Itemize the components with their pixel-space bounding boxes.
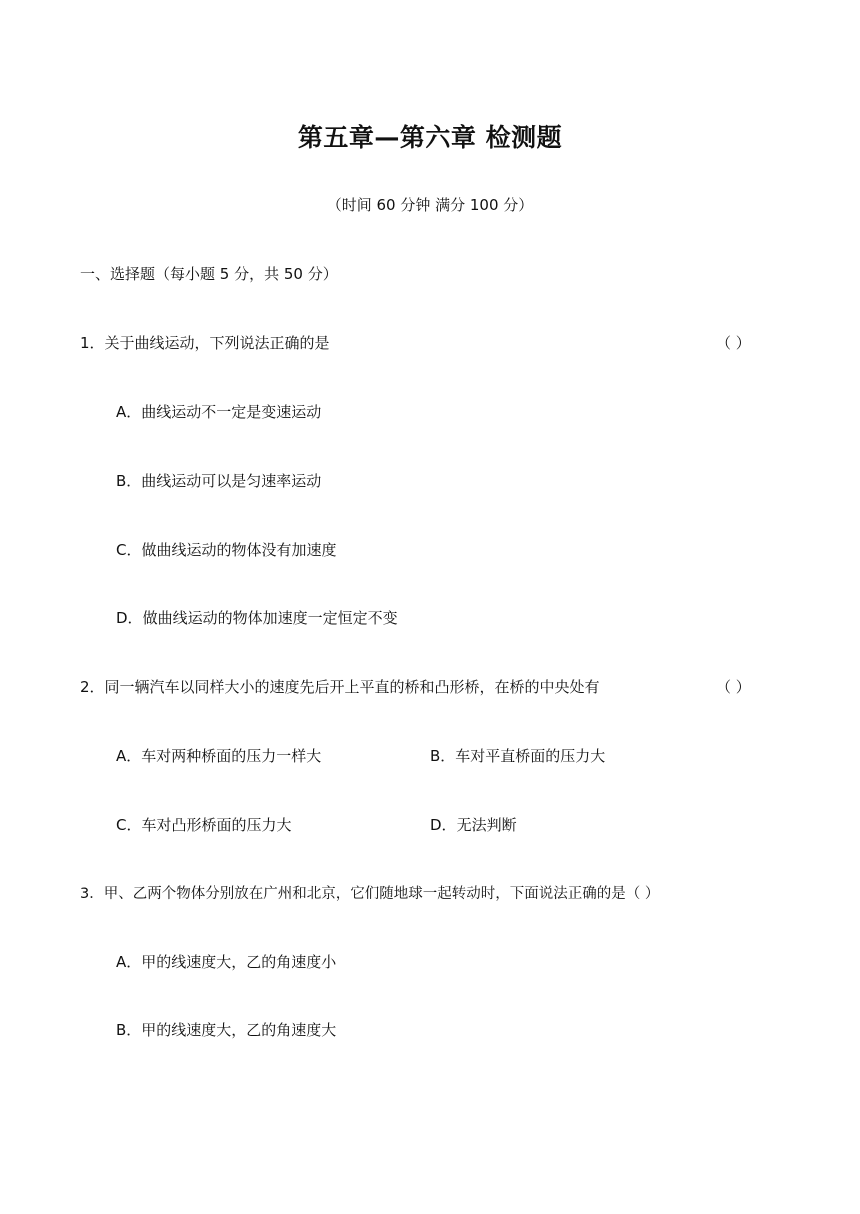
answer-bracket: （ ） bbox=[716, 334, 751, 352]
option-label: A． bbox=[116, 953, 142, 971]
question-number: 3． bbox=[80, 886, 104, 902]
question-2 bbox=[80, 676, 600, 697]
option-label: C． bbox=[116, 541, 142, 559]
option-text: 车对凸形桥面的压力大 bbox=[141, 816, 292, 834]
question-text: 关于曲线运动，下列说法正确的是 bbox=[104, 334, 330, 352]
option-text: 车对两种桥面的压力一样大 bbox=[141, 747, 322, 765]
option-label: A． bbox=[116, 403, 142, 421]
question-1 bbox=[80, 332, 330, 353]
question-3 bbox=[80, 882, 659, 903]
option-b bbox=[116, 470, 321, 491]
question-number: 1． bbox=[80, 334, 105, 352]
option-b bbox=[430, 745, 605, 766]
option-label: C． bbox=[116, 816, 142, 834]
option-c bbox=[116, 539, 337, 560]
answer-bracket: （ ） bbox=[716, 678, 751, 696]
option-text: 曲线运动不一定是变速运动 bbox=[141, 403, 322, 421]
option-label: B． bbox=[116, 472, 142, 490]
option-label: D． bbox=[116, 609, 143, 627]
option-c bbox=[116, 814, 292, 835]
question-number: 2． bbox=[80, 678, 105, 696]
option-label: B． bbox=[430, 747, 456, 765]
option-label: B． bbox=[116, 1021, 142, 1039]
question-text: 同一辆汽车以同样大小的速度先后开上平直的桥和凸形桥，在桥的中央处有 bbox=[104, 678, 600, 696]
page-title: 第五章—第六章 检测题 bbox=[297, 123, 563, 152]
option-text: 甲的线速度大，乙的角速度小 bbox=[141, 953, 337, 971]
section-heading: 一、选择题（每小题 5 分，共 50 分） bbox=[80, 265, 338, 283]
exam-info: （时间 60 分钟 满分 100 分） bbox=[326, 196, 534, 214]
option-a bbox=[116, 951, 336, 972]
option-a bbox=[116, 401, 321, 422]
option-text: 甲的线速度大，乙的角速度大 bbox=[141, 1021, 337, 1039]
option-d bbox=[430, 814, 517, 835]
option-text: 做曲线运动的物体加速度一定恒定不变 bbox=[142, 609, 398, 627]
question-text: 甲、乙两个物体分别放在广州和北京，它们随地球一起转动时，下面说法正确的是（ ） bbox=[103, 886, 660, 902]
option-d bbox=[116, 607, 398, 628]
option-text: 曲线运动可以是匀速率运动 bbox=[141, 472, 322, 490]
option-text: 做曲线运动的物体没有加速度 bbox=[141, 541, 337, 559]
option-text: 无法判断 bbox=[456, 816, 517, 834]
option-text: 车对平直桥面的压力大 bbox=[455, 747, 606, 765]
option-label: D． bbox=[430, 816, 457, 834]
option-b bbox=[116, 1019, 336, 1040]
option-label: A． bbox=[116, 747, 142, 765]
option-a bbox=[116, 745, 321, 766]
